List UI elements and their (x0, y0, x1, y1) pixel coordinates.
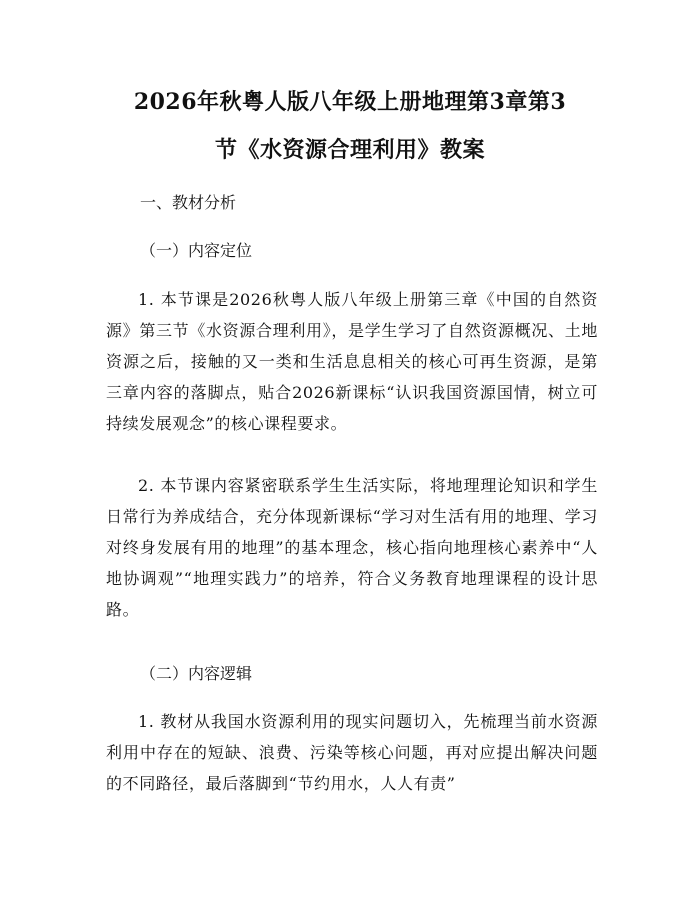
document-title-line-2: 节《水资源合理利用》教案 (214, 137, 485, 163)
section-heading-textbook-analysis: 一、教材分析 (140, 193, 237, 212)
paragraph-content-logic-1: 1. 教材从我国水资源利用的现实问题切入，先梳理当前水资源利用中存在的短缺、浪费、污染等核心问题，再对应提出解决问题的不同路径，最后落脚到“节约用水，人人有责” (106, 712, 598, 793)
subsection-heading-content-positioning: （一）内容定位 (140, 241, 253, 260)
paragraph-content-positioning-1: 1. 本节课是2026秋粤人版八年级上册第三章《中国的自然资源》第三节《水资源合理利用》，是学生学习了自然资源概况、土地资源之后，接触的又一类和生活息息相关的核心可再生资源，是第三章内容的落脚点，贴合2026新课标“认识我国资源国情，树立可持续发展观念”的核心课程要求。 (106, 290, 598, 433)
subsection-heading-content-logic: （二）内容逻辑 (140, 664, 253, 683)
paragraph-content-positioning-2: 2. 本节课内容紧密联系学生生活实际，将地理理论知识和学生日常行为养成结合，充分体现新课标“学习对生活有用的地理、学习对终身发展有用的地理”的基本理念，核心指向地理核心素养中“人地协调观”“地理实践力”的培养，符合义务教育地理课程的设计思路。 (106, 476, 598, 619)
document-title-line-1: 2026年秋粤人版八年级上册地理第3章第3 (133, 89, 567, 115)
